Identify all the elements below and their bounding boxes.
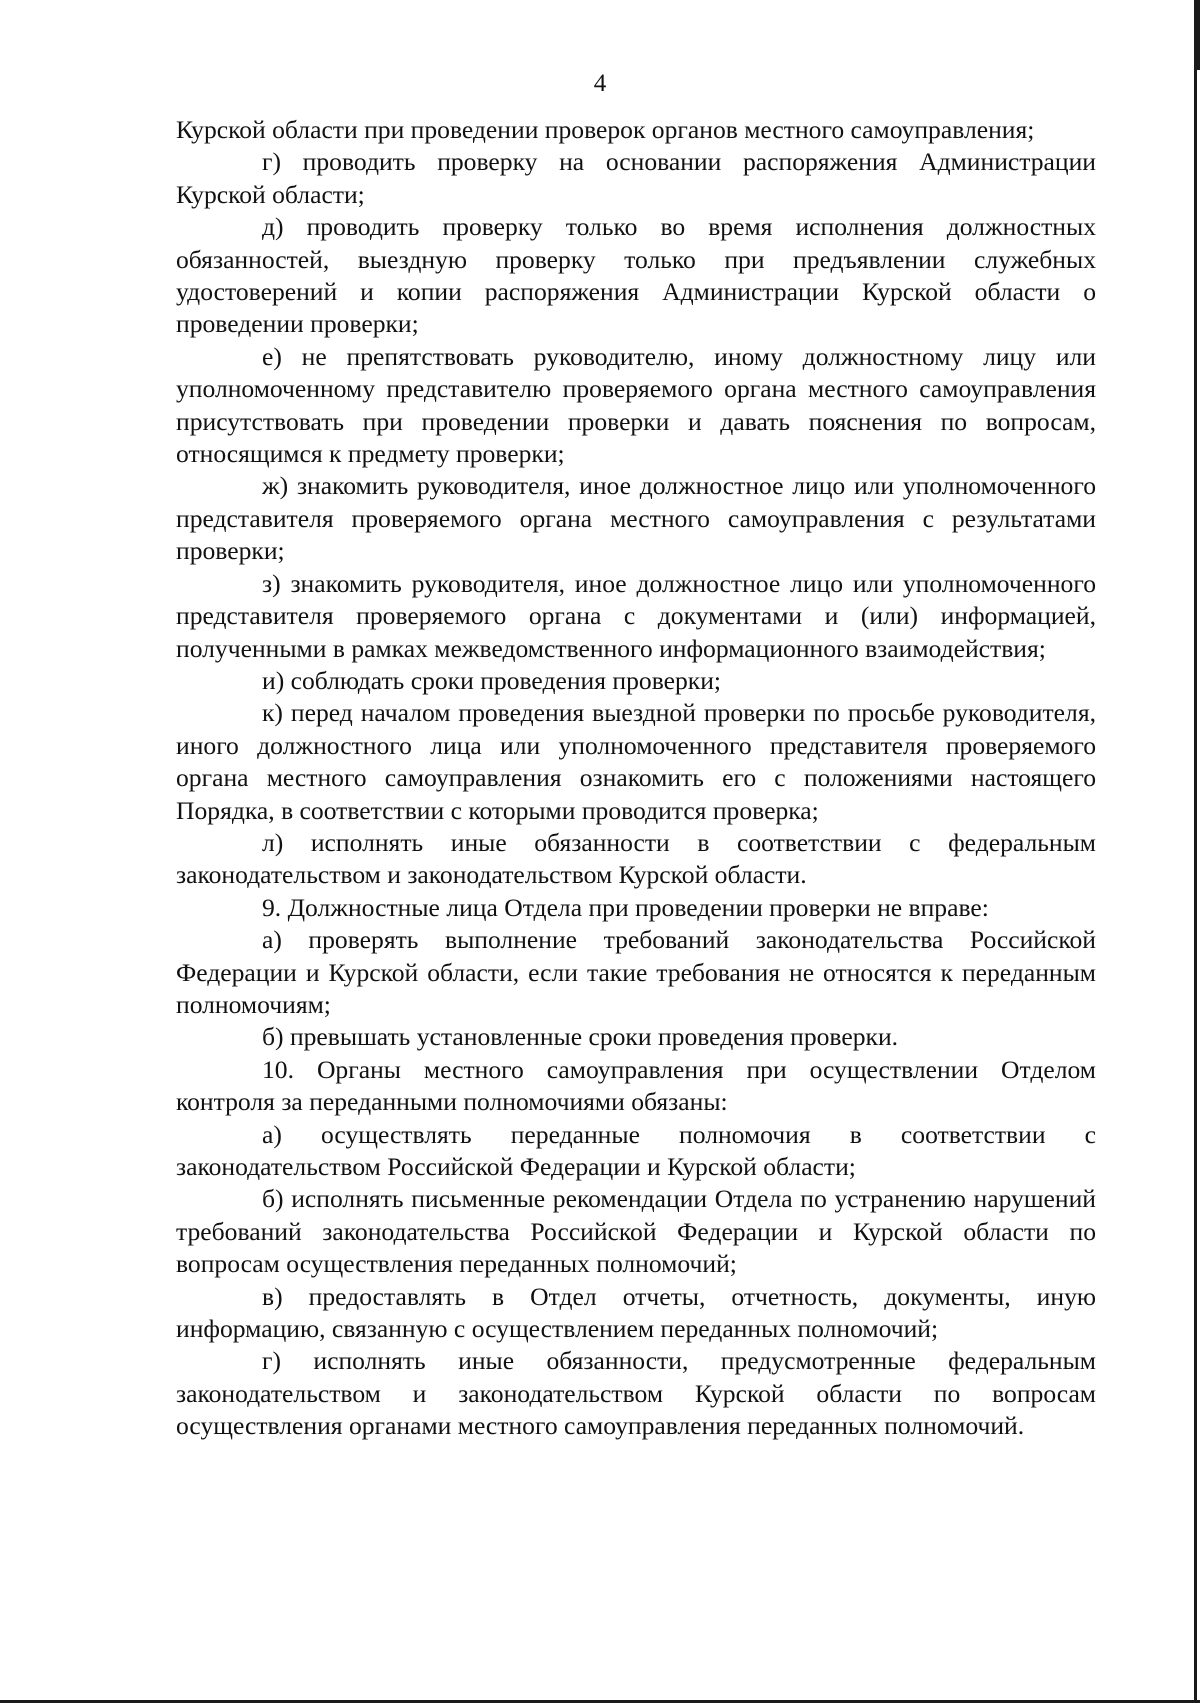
section-9-heading: 9. Должностные лица Отдела при проведении проверки не вправе: [262, 892, 989, 922]
paragraph-item-e: е) не препятствовать руководителю, иному должностному лицу или уполномоченному представителю проверяемого органа местного самоуправления присутствовать при проведении проверки и давать пояснения по вопросам, относящимся к предмету проверки; [176, 341, 1096, 469]
paragraph-item-i: и) соблюдать сроки проведения проверки; [262, 665, 722, 695]
paragraph-item-z: з) знакомить руководителя, иное должностное лицо или уполномоченного представителя проверяемого органа с документами и (или) информацией, полученными в рамках межведомственного информационного взаимодействия; [176, 568, 1096, 663]
section-10-item-a: а) осуществлять переданные полномочия в соответствии с законодательством Российской Федерации и Курской области; [176, 1119, 1096, 1181]
section-10-item-v: в) предоставлять в Отдел отчеты, отчетность, документы, иную информацию, связанную с осуществлением переданных полномочий; [176, 1281, 1096, 1344]
section-10-heading: 10. Органы местного самоуправления при осуществлении Отделом контроля за переданными полномочиями обязаны: [176, 1054, 1096, 1117]
section-10-item-b: б) исполнять письменные рекомендации Отдела по устранению нарушений требований законодательства Российской Федерации и Курской области по вопросам осуществления переданных полномочий; [176, 1184, 1096, 1279]
paragraph-item-g: г) проводить проверку на основании распоряжения Администрации Курской области; [176, 147, 1096, 209]
paragraph-continuation: Курской области при проведении проверок органов местного самоуправления; [176, 115, 1035, 144]
paragraph-item-zh: ж) знакомить руководителя, иное должностное лицо или уполномоченного представителя проверяемого органа местного самоуправления с результатами проверки; [176, 471, 1096, 566]
section-9-item-a: а) проверять выполнение требований законодательства Российской Федерации и Курской области, если такие требования не относятся к переданным полномочиям; [176, 925, 1096, 1019]
section-9-item-b: б) превышать установленные сроки проведения проверки. [262, 1022, 899, 1052]
page-number: 4 [593, 70, 607, 97]
paragraph-item-l: л) исполнять иные обязанности в соответствии с федеральным законодательством и законодательством Курской области. [176, 827, 1096, 890]
document-body [176, 114, 1096, 1443]
section-10-item-g: г) исполнять иные обязанности, предусмотренные федеральным законодательством и законодательством Курской области по вопросам осуществления органами местного самоуправления переданных полномочий. [176, 1346, 1096, 1441]
paragraph-item-k: к) перед началом проведения выездной проверки по просьбе руководителя, иного должностного лица или уполномоченного представителя проверяемого органа местного самоуправления ознакомить его с положениями настоящего Порядка, в соответствии с которыми проводится проверка; [176, 698, 1096, 825]
paragraph-item-d: д) проводить проверку только во время исполнения должностных обязанностей, выездную проверку только при предъявлении служебных удостоверений и копии распоряжения Администрации Курской области о проведении проверки; [176, 212, 1096, 339]
scan-border-right [1194, 0, 1197, 1703]
